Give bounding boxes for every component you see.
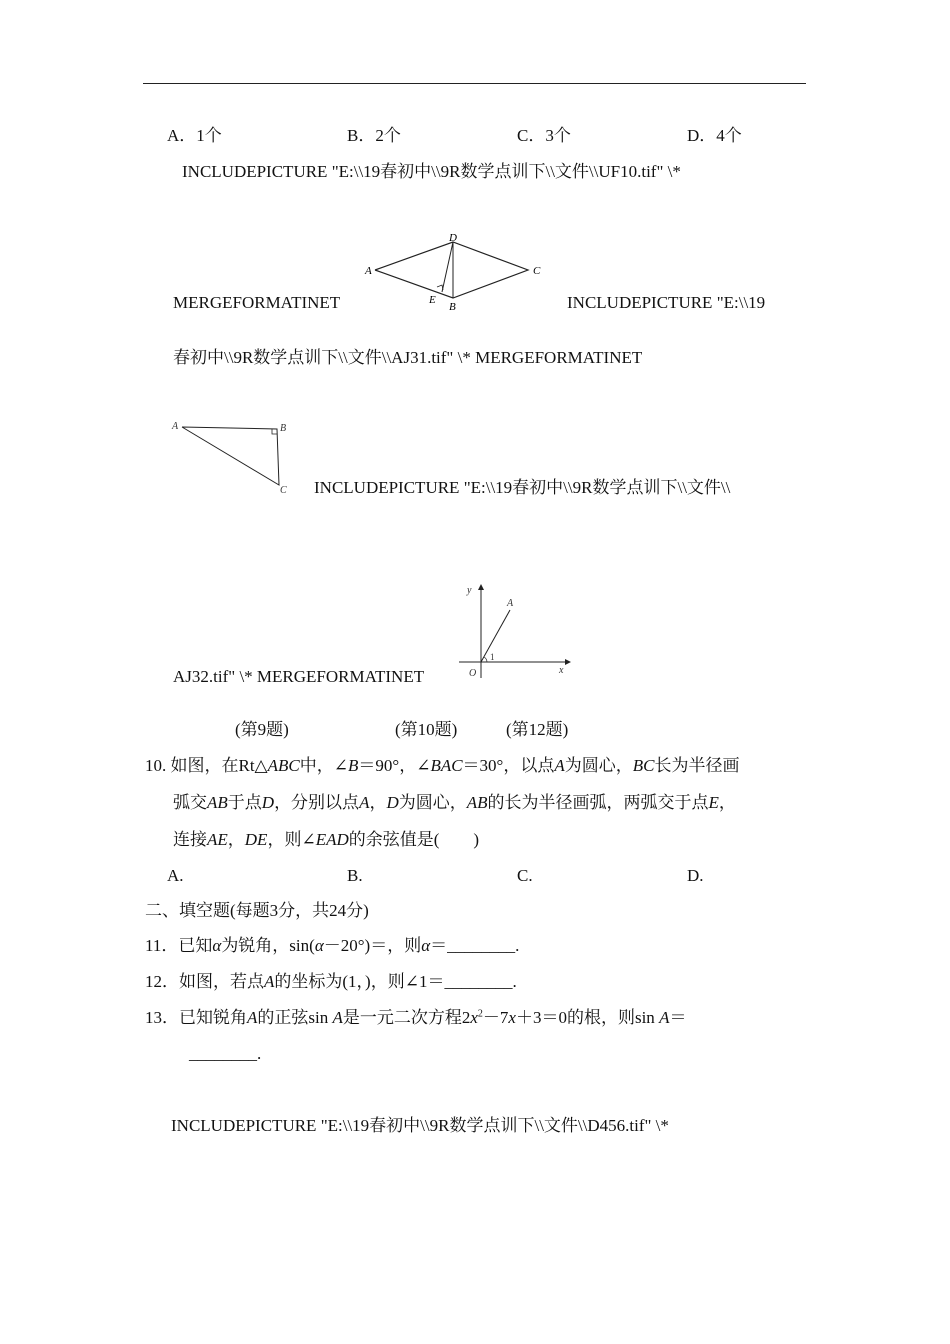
rhombus-label-e: E	[429, 294, 436, 306]
include-line-1: INCLUDEPICTURE "E:\\19春初中\\9R数学点训下\\文件\\UF10.tif" \*	[182, 162, 681, 181]
caption-q10: (第10题)	[395, 720, 458, 739]
header-rule	[143, 83, 806, 84]
include-line-2b: INCLUDEPICTURE "E:\\19	[567, 293, 766, 312]
triangle-label-b: B	[280, 423, 287, 434]
figure-triangle	[168, 415, 298, 500]
q12: 12．如图，若点A的坐标为(1，)，则∠1＝________.	[145, 972, 517, 991]
triangle-label-a: A	[172, 421, 179, 432]
figure-axes	[455, 578, 575, 680]
include-line-5: AJ32.tif" \* MERGEFORMATINET	[173, 667, 425, 686]
q9-option-a: A．1个	[167, 126, 222, 145]
x-axis-arrow	[565, 659, 571, 665]
right-angle-mark-b	[272, 429, 277, 434]
q9-option-d: D．4个	[687, 126, 742, 145]
q13-line-1: 13．已知锐角A的正弦sin A是一元二次方程$2x^2-7x+3=0$的根，则sin A＝	[145, 1008, 687, 1027]
axes-label-o: O	[469, 668, 477, 679]
triangle-label-c: C	[280, 485, 287, 496]
axes-label-a: A	[507, 598, 514, 609]
q10-option-c: C.	[517, 866, 533, 885]
q9-option-c: C．3个	[517, 126, 571, 145]
include-line-2a: MERGEFORMATINET	[173, 293, 341, 312]
include-line-3: 春初中\\9R数学点训下\\文件\\AJ31.tif" \* MERGEFORMATINET	[173, 348, 643, 367]
axes-label-x: x	[559, 665, 564, 676]
axes-label-y: y	[467, 585, 472, 596]
rhombus-label-a: A	[365, 265, 372, 277]
rhombus-label-b: B	[449, 301, 456, 313]
include-line-4: INCLUDEPICTURE "E:\\19春初中\\9R数学点训下\\文件\\	[314, 478, 731, 497]
q13-blank: ________.	[189, 1044, 262, 1063]
rhombus-label-d: D	[449, 232, 457, 244]
y-axis-arrow	[478, 584, 484, 590]
axes-label-angle-1: 1	[490, 652, 495, 662]
rhombus-label-c: C	[533, 265, 541, 277]
triangle-outline	[182, 427, 279, 485]
q10-line-3: 连接AE，DE，则∠EAD的余弦值是( )	[173, 830, 480, 849]
q10-option-d: D.	[687, 866, 704, 885]
section-2-heading: 二、填空题(每题3分，共24分)	[145, 901, 369, 920]
caption-q9: (第9题)	[235, 720, 289, 739]
q10-line-1: 10. 如图，在Rt△ABC中，∠B＝90°，∠BAC＝30°，以点A为圆心，BC长为半径画	[145, 756, 740, 775]
include-line-6: INCLUDEPICTURE "E:\\19春初中\\9R数学点训下\\文件\\D456.tif" \*	[171, 1116, 669, 1135]
ray-oa	[481, 610, 510, 662]
figure-rhombus	[360, 230, 550, 315]
q10-option-a: A.	[167, 866, 184, 885]
angle-arc-1	[484, 657, 487, 662]
q10-option-b: B.	[347, 866, 363, 885]
rhombus-segment-de	[442, 242, 453, 292]
caption-q12: (第12题)	[506, 720, 569, 739]
q10-line-2: 弧交AB于点D，分别以点A，D为圆心，AB的长为半径画弧，两弧交于点E，	[173, 793, 736, 812]
q9-option-b: B．2个	[347, 126, 401, 145]
q11: 11．已知α为锐角，sin(α－20°)＝，则α＝________.	[145, 936, 520, 955]
